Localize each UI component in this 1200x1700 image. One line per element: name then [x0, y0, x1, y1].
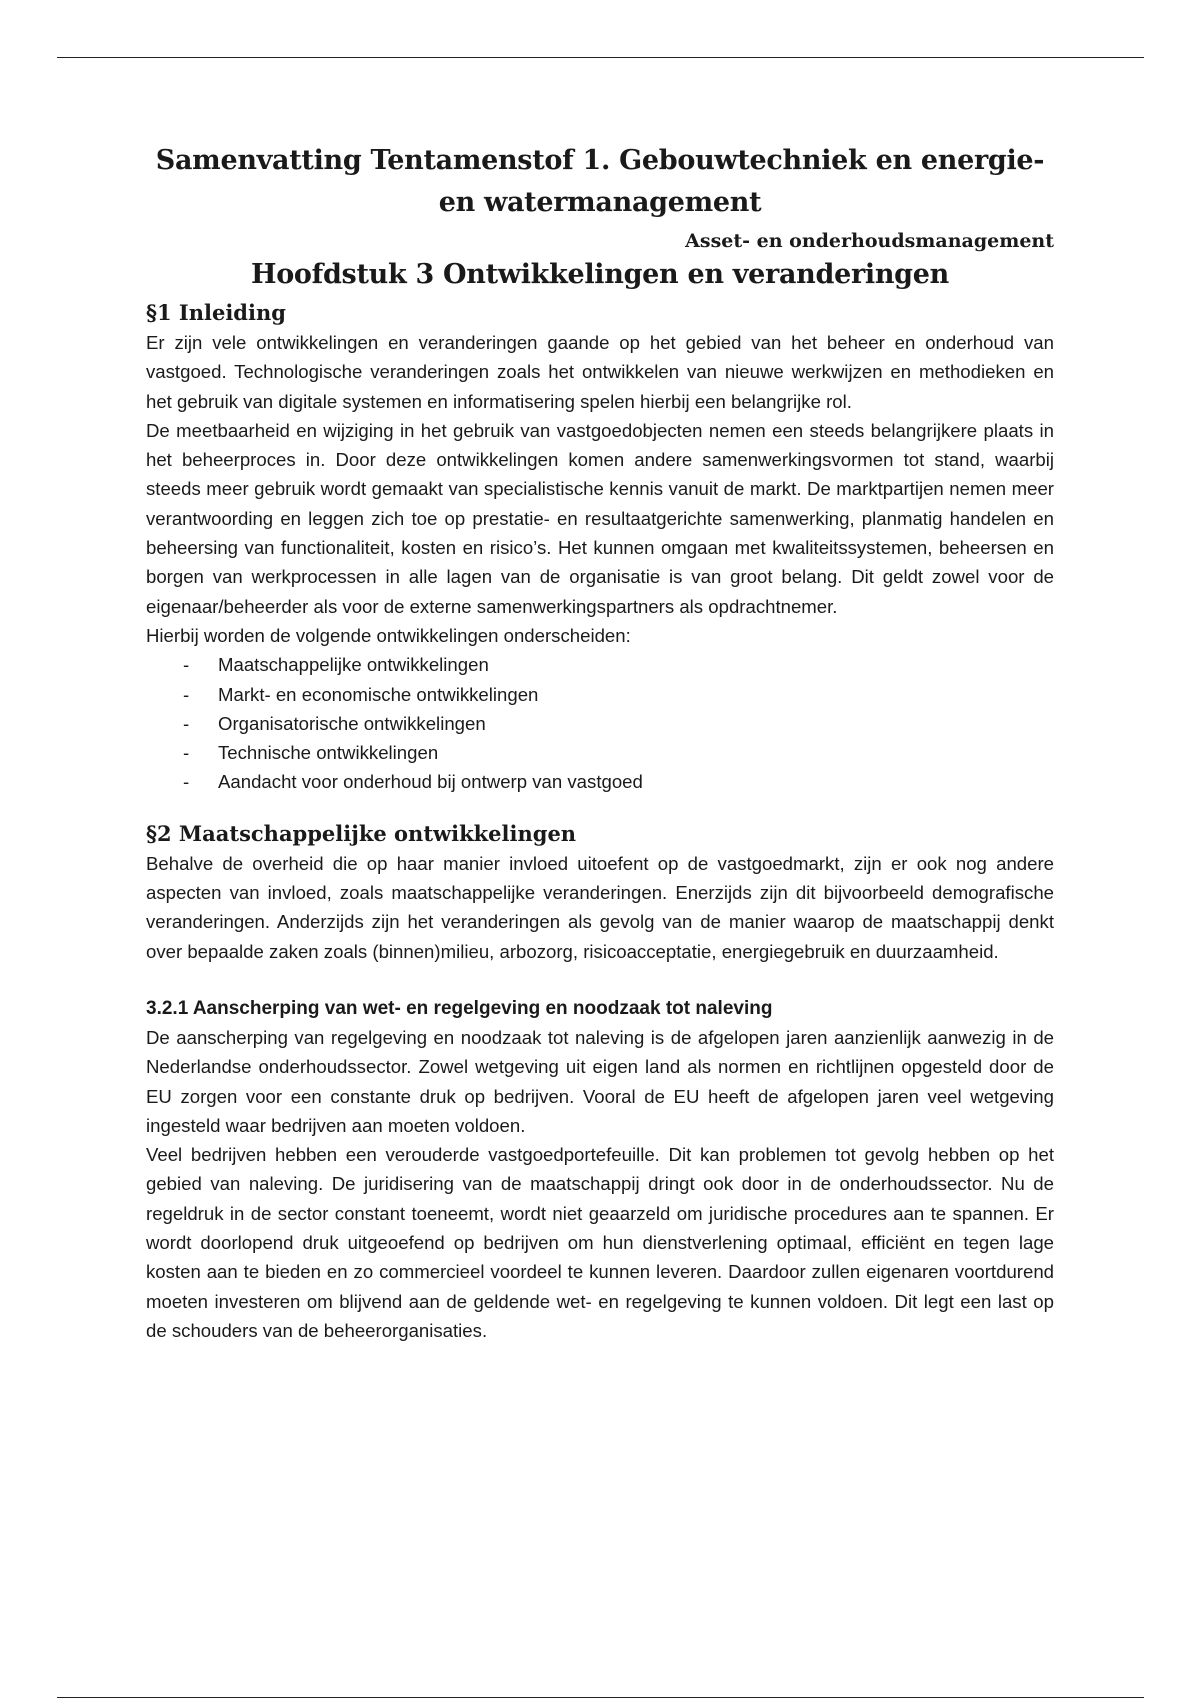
list-item-text: Technische ontwikkelingen: [218, 742, 439, 764]
bottom-rule: [57, 1697, 1144, 1698]
paragraph: De meetbaarheid en wijziging in het gebruik van vastgoedobjecten nemen een steeds belangrijkere plaats in het beheerproces in. Door deze ontwikkelingen komen andere samenwerkingsvormen tot stand, waarbij steeds meer gebruik wordt gemaakt van specialistische kennis vanuit de markt. De marktpartijen nemen meer verantwoording en leggen zich toe op prestatie- en resultaatgerichte samenwerking, planmatig handelen en beheersing van functionaliteit, kosten en risico’s. Het kunnen omgaan met kwaliteitssystemen, beheersen en borgen van werkprocessen in alle lagen van de organisatie is van groot belang. Dit geldt zowel voor de eigenaar/beheerder als voor de externe samenwerkingspartners als opdrachtnemer.: [146, 419, 1054, 617]
list-item: [146, 709, 1054, 738]
bullet-marker: -: [183, 712, 190, 734]
list-item: [146, 650, 1054, 679]
paragraph: Behalve de overheid die op haar manier invloed uitoefent op de vastgoedmarkt, zijn er ook nog andere aspecten van invloed, zoals maatschappelijke veranderingen. Enerzijds zijn dit bijvoorbeeld demografische veranderingen. Anderzijds zijn het veranderingen als gevolg van de manier waarop de maatschappij denkt over bepaalde zaken zoals (binnen)milieu, arbozorg, risicoacceptatie, energiegebruik en duurzaamheid.: [146, 852, 1054, 962]
list-item-text: Organisatorische ontwikkelingen: [218, 712, 486, 734]
list-item: [146, 767, 1054, 796]
bullet-marker: -: [183, 654, 190, 676]
bullet-marker: -: [183, 683, 190, 705]
paragraph: De aanscherping van regelgeving en noodzaak tot naleving is de afgelopen jaren aanzienlijk aanwezig in de Nederlandse onderhoudssector. Zowel wetgeving uit eigen land als normen en richtlijnen opgesteld door de EU zorgen voor een constante druk op bedrijven. Vooral de EU heeft de afgelopen jaren veel wetgeving ingesteld waar bedrijven aan moeten voldoen.: [146, 1026, 1054, 1136]
list-item: [146, 738, 1054, 767]
list-item: [146, 680, 1054, 709]
list-item-text: Aandacht voor onderhoud bij ontwerp van vastgoed: [218, 771, 643, 793]
paragraph: Er zijn vele ontwikkelingen en veranderingen gaande op het gebied van het beheer en onderhoud van vastgoed. Technologische veranderingen zoals het ontwikkelen van nieuwe werkwijzen en methodieken en het gebruik van digitale systemen en informatisering spelen hierbij een belangrijke rol.: [146, 332, 1054, 412]
development-list: [146, 650, 1054, 796]
paragraph: Veel bedrijven hebben een verouderde vastgoedportefeuille. Dit kan problemen tot gevolg hebben op het gebied van naleving. De juridisering van de maatschappij dringt ook door in de onderhoudssector. Nu de regeldruk in de sector constant toeneemt, wordt niet geaarzeld om juridische procedures aan te spannen. Er wordt doorlopend druk uitgeoefend op bedrijven om hun dienstverlening optimaal, efficiënt en tegen lage kosten aan te bieden en zo commercieel voordeel te kunnen leveren. Daardoor zullen eigenaren voortdurend moeten investeren om blijvend aan de geldende wet- en regelgeving te kunnen voldoen. Dit legt een last op de schouders van de beheerorganisaties.: [146, 1144, 1054, 1341]
chapter-title: Hoofdstuk 3 Ontwikkelingen en veranderingen: [251, 259, 949, 290]
subsection-heading-wet-en-regelgeving: 3.2.1 Aanscherping van wet- en regelgeving en noodzaak tot naleving: [146, 997, 773, 1019]
document-title: Samenvatting Tentamenstof 1. Gebouwtechniek en energie- en watermanagement: [155, 145, 1045, 218]
top-rule: [57, 57, 1144, 58]
bullet-marker: -: [183, 771, 190, 793]
bullet-marker: -: [183, 742, 190, 764]
section-heading-maatschappelijke-ontwikkelingen: §2 Maatschappelijke ontwikkelingen: [146, 820, 577, 846]
section-heading-inleiding: §1 Inleiding: [146, 300, 286, 325]
list-item-text: Markt- en economische ontwikkelingen: [218, 683, 539, 705]
list-item-text: Maatschappelijke ontwikkelingen: [218, 654, 489, 676]
paragraph: Hierbij worden de volgende ontwikkelingen onderscheiden:: [146, 624, 631, 646]
page-content: [146, 140, 1054, 1345]
document-subtitle: Asset- en onderhoudsmanagement: [685, 230, 1054, 252]
